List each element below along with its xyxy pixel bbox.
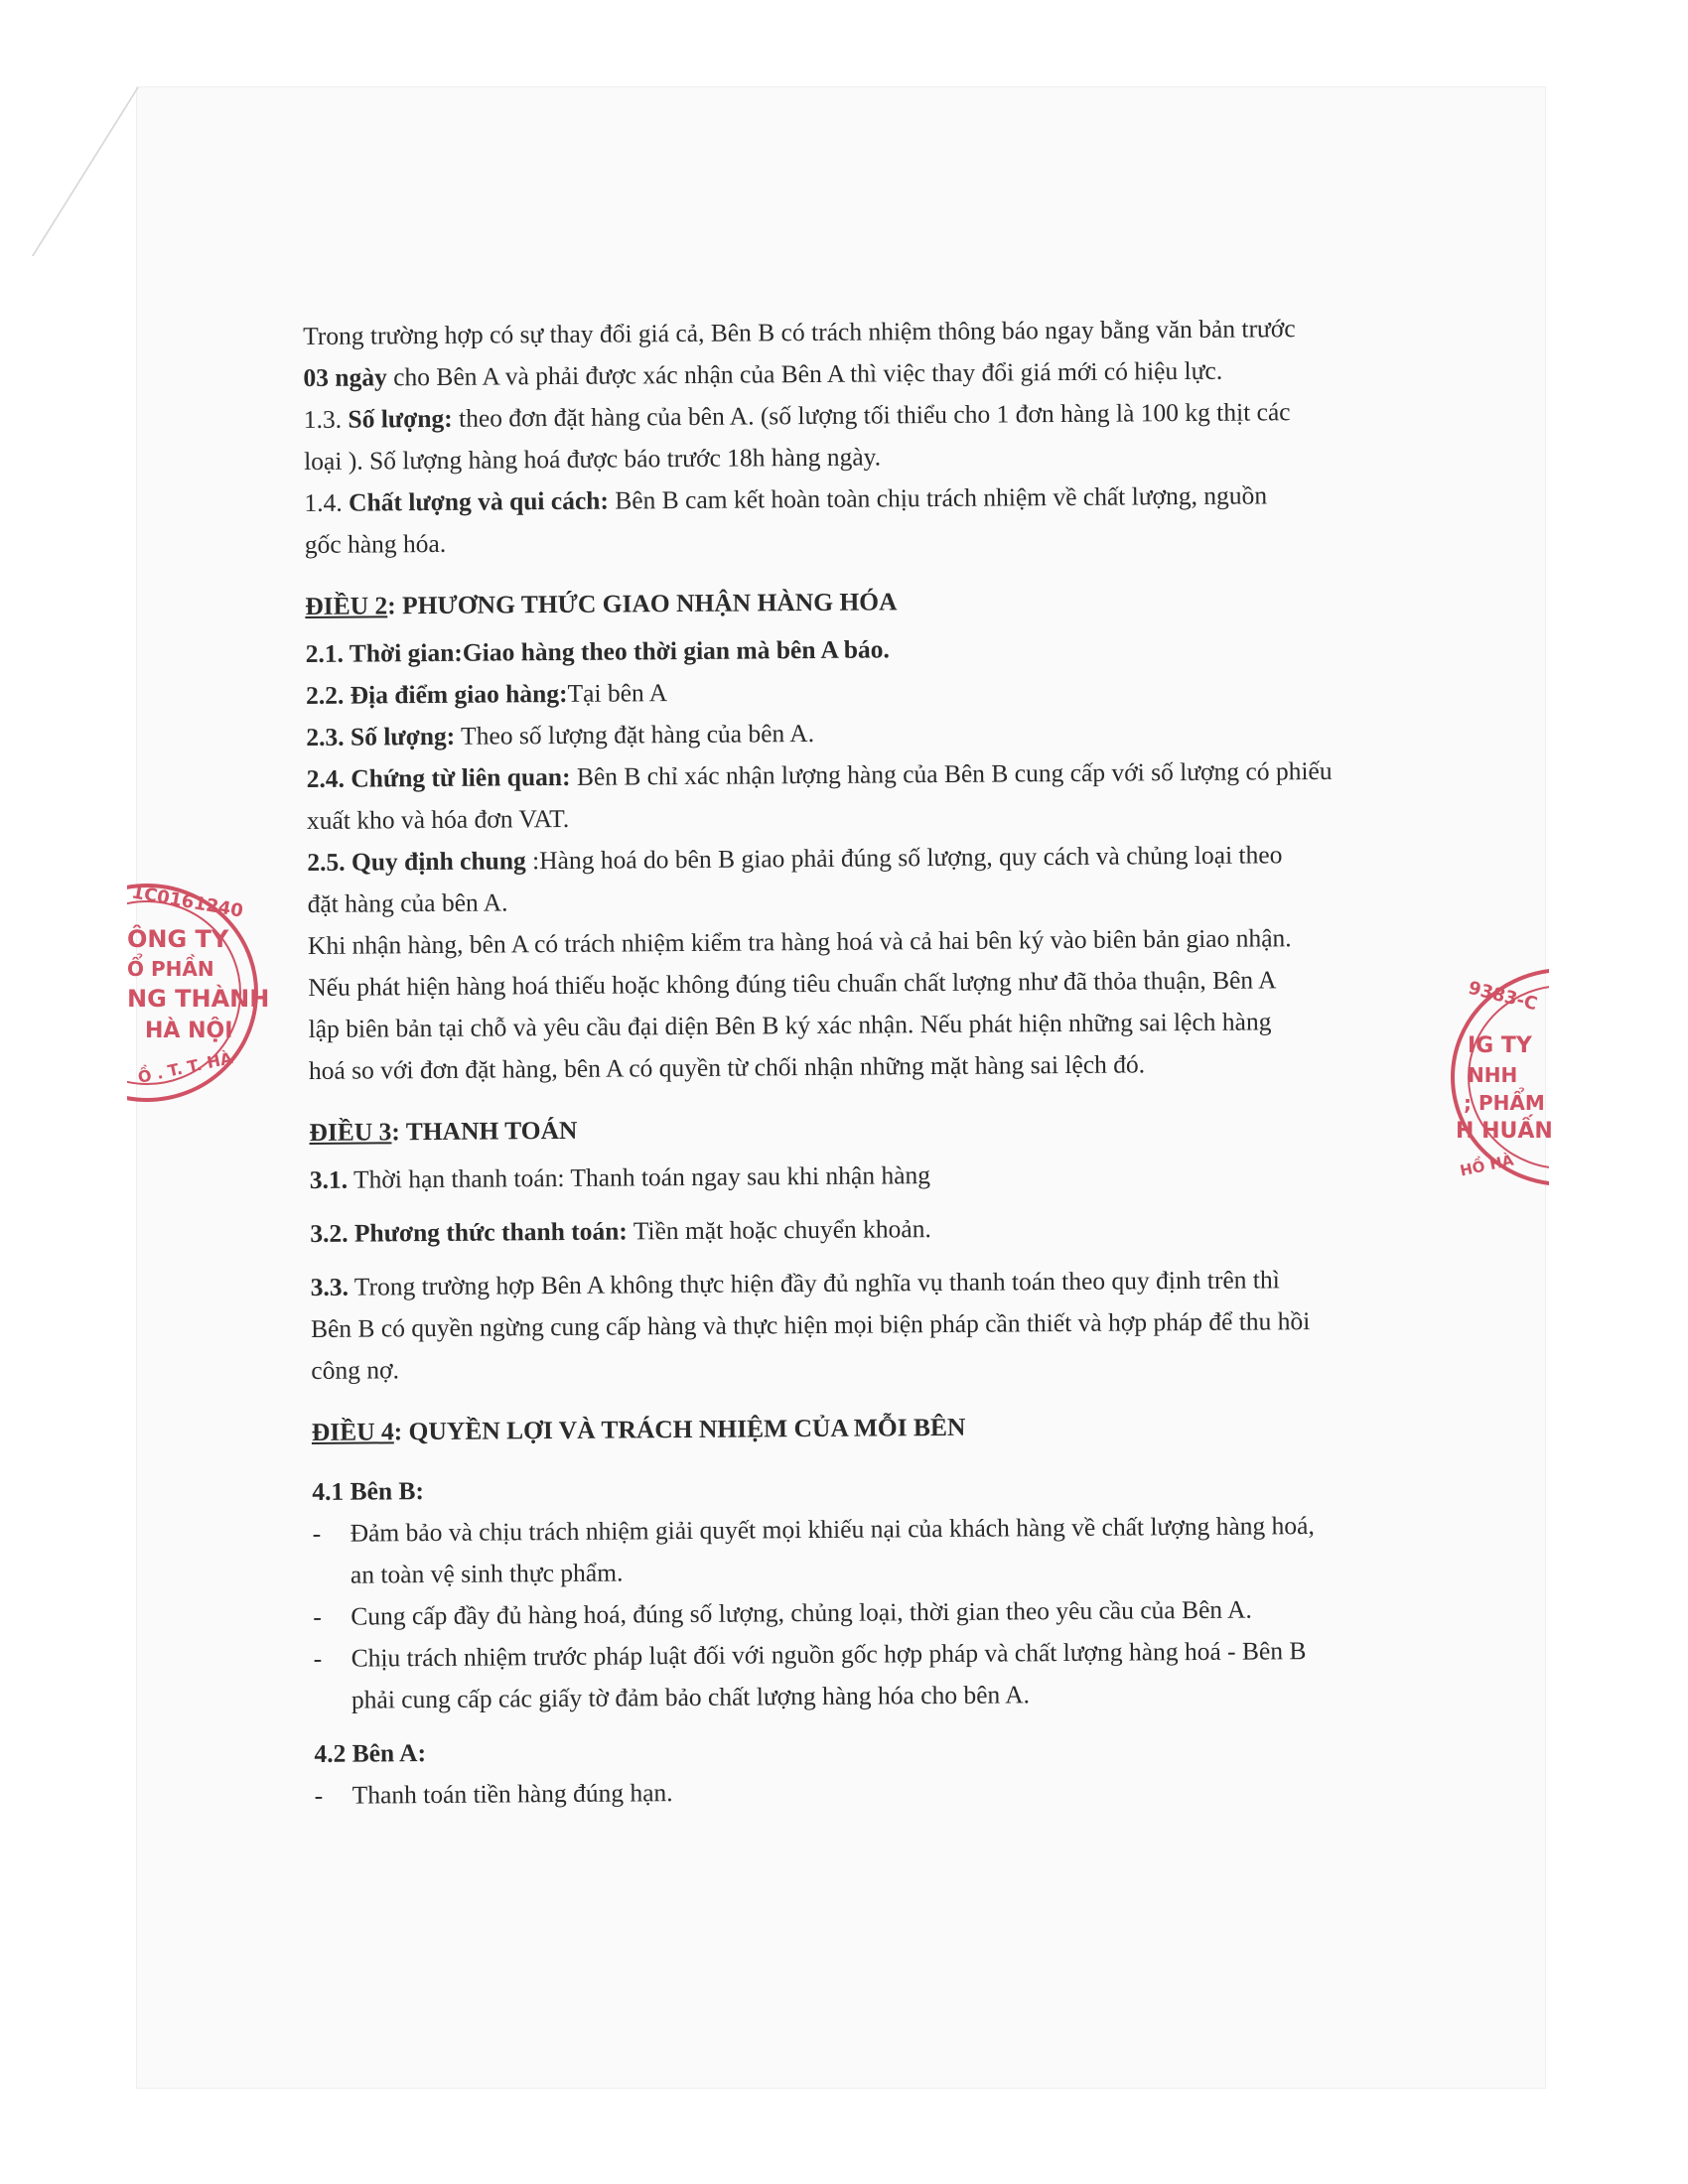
paragraph-text: Nếu phát hiện hàng hoá thiếu hoặc không đúng tiêu chuẩn chất lượng như đã thỏa thuận, Bên A xyxy=(308,965,1277,1002)
item-label: 2.2. Địa điểm giao hàng: xyxy=(305,678,568,710)
bullet-text: Thanh toán tiền hàng đúng hạn. xyxy=(352,1778,673,1810)
bullet-line: Đảm bảo và chịu trách nhiệm giải quyết mọi khiếu nại của khách hàng về chất lượng hàng hoá, xyxy=(350,1511,1315,1548)
article-title: : THANH TOÁN xyxy=(391,1115,578,1147)
article-title: : QUYỀN LỢI VÀ TRÁCH NHIỆM CỦA MỖI BÊN xyxy=(393,1412,966,1446)
item-label: 2.3. Số lượng: xyxy=(306,721,456,751)
item-label: 2.4. Chứng từ liên quan: xyxy=(306,761,571,793)
bullet-dash: - xyxy=(314,1780,324,1810)
stamp-line: Ổ PHẦN xyxy=(127,957,214,981)
article-3-heading xyxy=(309,1103,1416,1154)
document-body xyxy=(303,307,1422,1817)
stamp-line: ; PHẨM xyxy=(1464,1091,1545,1115)
bullet-text xyxy=(351,1629,1421,1720)
item-text: Tại bên A xyxy=(567,678,668,708)
stamp-bottom-text: HỒ HÀ xyxy=(1458,1151,1515,1180)
item-label: Số lượng: xyxy=(348,403,453,434)
item-text: gốc hàng hóa. xyxy=(304,528,447,559)
item-3-3-cont xyxy=(311,1299,1418,1350)
paragraph-text: Khi nhận hàng, bên A có trách nhiệm kiểm tra hàng hoá và cả hai bên ký vào biên bản giao nhận. xyxy=(307,923,1292,960)
item-label: 2.5. Quy định chung xyxy=(307,846,526,877)
stamp-bottom-text: Ồ . T. T. HÀ xyxy=(136,1048,234,1087)
item-text: Thời hạn thanh toán: Thanh toán ngay sau khi nhận hàng xyxy=(347,1160,931,1194)
bullet-line: phải cung cấp các giấy tờ đảm bảo chất lượng hàng hóa cho bên A. xyxy=(351,1680,1031,1714)
item-text: Trong trường hợp Bên A không thực hiện đầy đủ nghĩa vụ thanh toán theo quy định trên thì xyxy=(348,1265,1280,1301)
company-stamp-right xyxy=(1450,958,1553,1196)
bullet-text: Cung cấp đầy đủ hàng hoá, đúng số lượng, chủng loại, thời gian theo yêu cầu của Bên A. xyxy=(351,1594,1252,1631)
article-number: ĐIỀU 3 xyxy=(309,1117,392,1147)
stamp-line: NG THÀNH xyxy=(127,985,270,1013)
article-4-heading xyxy=(312,1403,1419,1453)
item-number: 1.4. xyxy=(304,487,350,517)
intro-text: Trong trường hợp có sự thay đổi giá cả, Bên B có trách nhiệm thông báo ngay bằng văn bản trước xyxy=(303,314,1296,350)
intro-rest: cho Bên A và phải được xác nhận của Bên A thì việc thay đổi giá mới có hiệu lực. xyxy=(386,355,1223,392)
stamp-line: H HUẤN xyxy=(1456,1119,1553,1144)
paragraph-text: lập biên bản tại chỗ và yêu cầu đại diện Bên B ký xác nhận. Nếu phát hiện những sai lệch hàng xyxy=(308,1007,1272,1043)
article-title: : PHƯƠNG THỨC GIAO NHẬN HÀNG HÓA xyxy=(387,587,898,620)
intro-line-1 xyxy=(303,307,1410,357)
item-1-4 xyxy=(304,474,1411,524)
item-text: xuất kho và hóa đơn VAT. xyxy=(306,803,570,835)
item-3-1 xyxy=(310,1151,1417,1201)
article-number: ĐIỀU 2 xyxy=(305,591,388,620)
bullet-dash: - xyxy=(313,1643,323,1673)
item-text: loại ). Số lượng hàng hoá được báo trước 18h hàng ngày. xyxy=(304,442,882,476)
article-number: ĐIỀU 4 xyxy=(311,1417,394,1446)
section-title: 4.2 Bên A: xyxy=(314,1738,427,1768)
item-text: Tiền mặt hoặc chuyển khoản. xyxy=(627,1214,931,1246)
party-b-obligation-3 xyxy=(313,1629,1421,1721)
stamp-line: HÀ NỘI xyxy=(145,1019,233,1043)
item-text: Bên B có quyền ngừng cung cấp hàng và thực hiện mọi biện pháp cần thiết và hợp pháp để thu hồi xyxy=(310,1306,1311,1343)
intro-bold: 03 ngày xyxy=(303,362,387,392)
bullet-line: Chịu trách nhiệm trước pháp luật đối với nguồn gốc hợp pháp và chất lượng hàng hoá - Bên B xyxy=(351,1636,1307,1673)
item-number: 3.3. xyxy=(310,1272,350,1301)
stamp-code: 1C0161240 xyxy=(130,882,245,922)
bullet-line: an toàn vệ sinh thực phẩm. xyxy=(350,1558,624,1589)
item-2-5 xyxy=(307,833,1414,884)
item-text: 2.1. Thời gian:Giao hàng theo thời gian mà bên A báo. xyxy=(305,634,890,668)
item-3-2 xyxy=(310,1204,1417,1255)
article-2-paragraph-3 xyxy=(308,1000,1415,1050)
item-text: theo đơn đặt hàng của bên A. (số lượng tối thiểu cho 1 đơn hàng là 100 kg thịt các xyxy=(452,397,1291,433)
bullet-dash: - xyxy=(313,1601,322,1631)
bullet-dash: - xyxy=(312,1518,322,1548)
party-a-obligation-1 xyxy=(315,1766,1422,1817)
company-stamp-left xyxy=(127,874,276,1112)
item-2-4 xyxy=(307,750,1414,800)
item-number: 3.1. xyxy=(309,1164,349,1194)
section-title: 4.1 Bên B: xyxy=(312,1476,425,1506)
item-text: Bên B cam kết hoàn toàn chịu trách nhiệm về chất lượng, nguồn xyxy=(608,480,1268,515)
stamp-line: NHH xyxy=(1468,1063,1518,1087)
bullet-text xyxy=(350,1504,1420,1595)
item-text: :Hàng hoá do bên B giao phải đúng số lượng, quy cách và chủng loại theo xyxy=(525,840,1283,876)
item-label: 3.2. Phương thức thanh toán: xyxy=(310,1216,628,1248)
stamp-line: IG TY xyxy=(1468,1033,1532,1058)
item-text: Theo số lượng đặt hàng của bên A. xyxy=(455,718,815,751)
stamp-code: 9383-C xyxy=(1466,977,1540,1016)
party-b-obligation-1 xyxy=(312,1504,1420,1596)
item-text: Bên B chỉ xác nhận lượng hàng của Bên B cung cấp với số lượng có phiếu xyxy=(570,755,1333,791)
item-1-3 xyxy=(304,390,1411,441)
article-2-heading xyxy=(305,577,1412,627)
stamp-line: ÔNG TY xyxy=(127,925,229,953)
item-label: Chất lượng và qui cách: xyxy=(348,485,610,517)
item-text: công nợ. xyxy=(311,1355,400,1385)
item-text: đặt hàng của bên A. xyxy=(307,887,508,918)
paragraph-text: hoá so với đơn đặt hàng, bên A có quyền từ chối nhận những mặt hàng sai lệch đó. xyxy=(308,1049,1146,1085)
item-number: 1.3. xyxy=(303,404,349,434)
